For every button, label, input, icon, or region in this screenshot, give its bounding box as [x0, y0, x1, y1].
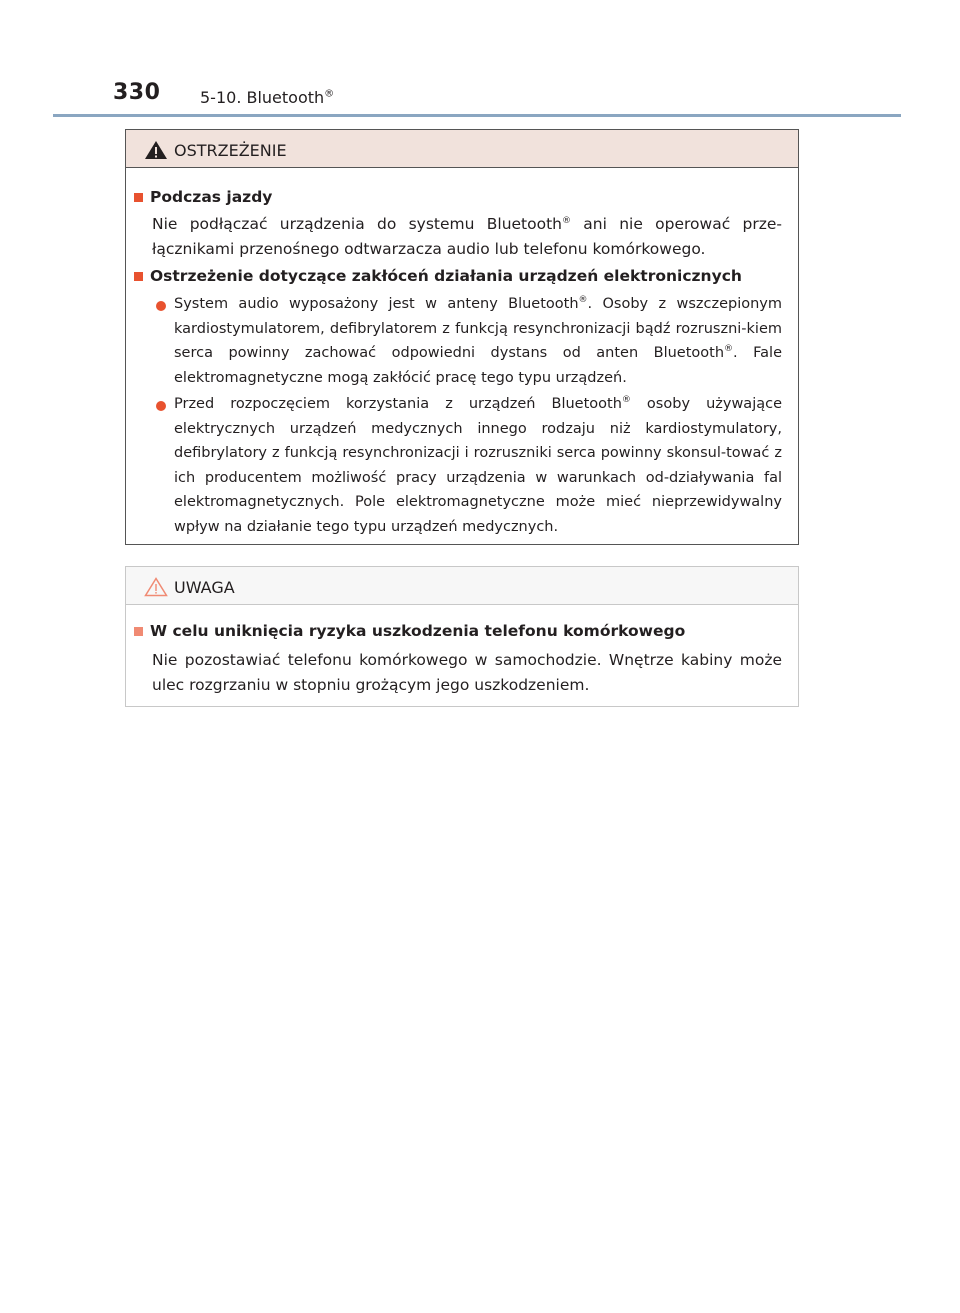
warning-bullet-antenna [174, 292, 782, 390]
text-run: ani nie operować prze-łącznikami przenośnego odtwarzacza audio lub telefonu komórkowego. [152, 215, 782, 258]
text-run: . Osoby z wszczepionym kardiostymulatorem, defibrylatorem z funkcją resynchronizacji bądź rozruszni-kiem serca powinny zachować odpowiedni dystans od anten Bluetooth [174, 296, 782, 361]
warning-triangle-icon [144, 140, 168, 160]
page-header [0, 0, 960, 120]
registered-mark: ® [724, 344, 734, 355]
warning-box [125, 129, 799, 545]
notice-box [125, 566, 799, 707]
registered-mark: ® [578, 295, 588, 306]
header-rule [53, 114, 901, 117]
section-title [200, 88, 334, 107]
notice-heading-phone [134, 622, 685, 640]
square-bullet-icon [134, 272, 143, 281]
text-run: System audio wyposażony jest w anteny Bluetooth [174, 296, 579, 312]
registered-mark: ® [621, 395, 631, 406]
warning-title: OSTRZEŻENIE [174, 141, 287, 160]
registered-mark: ® [324, 88, 335, 100]
text-run: Przed rozpoczęciem korzystania z urządzeń Bluetooth [174, 396, 622, 412]
notice-title: UWAGA [174, 578, 235, 597]
heading-text: Podczas jazdy [150, 188, 273, 206]
square-bullet-icon [134, 193, 143, 202]
warning-heading-driving [134, 188, 272, 206]
circle-bullet-icon [154, 297, 170, 313]
circle-bullet-icon [154, 397, 170, 413]
heading-text: Ostrzeżenie dotyczące zakłóceń działania urządzeń elektronicznych [150, 267, 742, 285]
warning-box-header [126, 130, 798, 168]
square-bullet-icon [134, 627, 143, 636]
notice-box-header [126, 567, 798, 605]
warning-heading-interference [134, 267, 742, 285]
warning-paragraph-driving [152, 212, 782, 261]
text-run: Nie podłączać urządzenia do systemu Bluetooth [152, 215, 562, 233]
warning-bullet-medical [174, 392, 782, 539]
page-number: 330 [113, 80, 161, 105]
registered-mark: ® [562, 215, 571, 226]
caution-triangle-icon [144, 577, 168, 597]
section-title-text: 5-10. Bluetooth [200, 88, 325, 107]
heading-text: W celu uniknięcia ryzyka uszkodzenia telefonu komórkowego [150, 622, 686, 640]
notice-paragraph-phone: Nie pozostawiać telefonu komórkowego w samochodzie. Wnętrze kabiny może ulec rozgrzaniu w stopniu grożącym jego uszkodzeniem. [152, 651, 782, 694]
text-run: . Fale elektromagnetyczne mogą zakłócić pracę tego typu urządzeń. [174, 345, 783, 386]
text-run: osoby używające elektrycznych urządzeń medycznych innego rodzaju niż kardiostymulatory, defibrylatory z funkcją resynchronizacji i rozruszniki serca powinny skonsul-tować z ich producentem możliwość pracy urządzenia w warunkach od-działywania fal elektromagnetycznych. Pole elektromagnetyczne może mieć nieprzewidywalny wpływ na działanie tego typu urządzeń medycznych. [174, 396, 782, 535]
